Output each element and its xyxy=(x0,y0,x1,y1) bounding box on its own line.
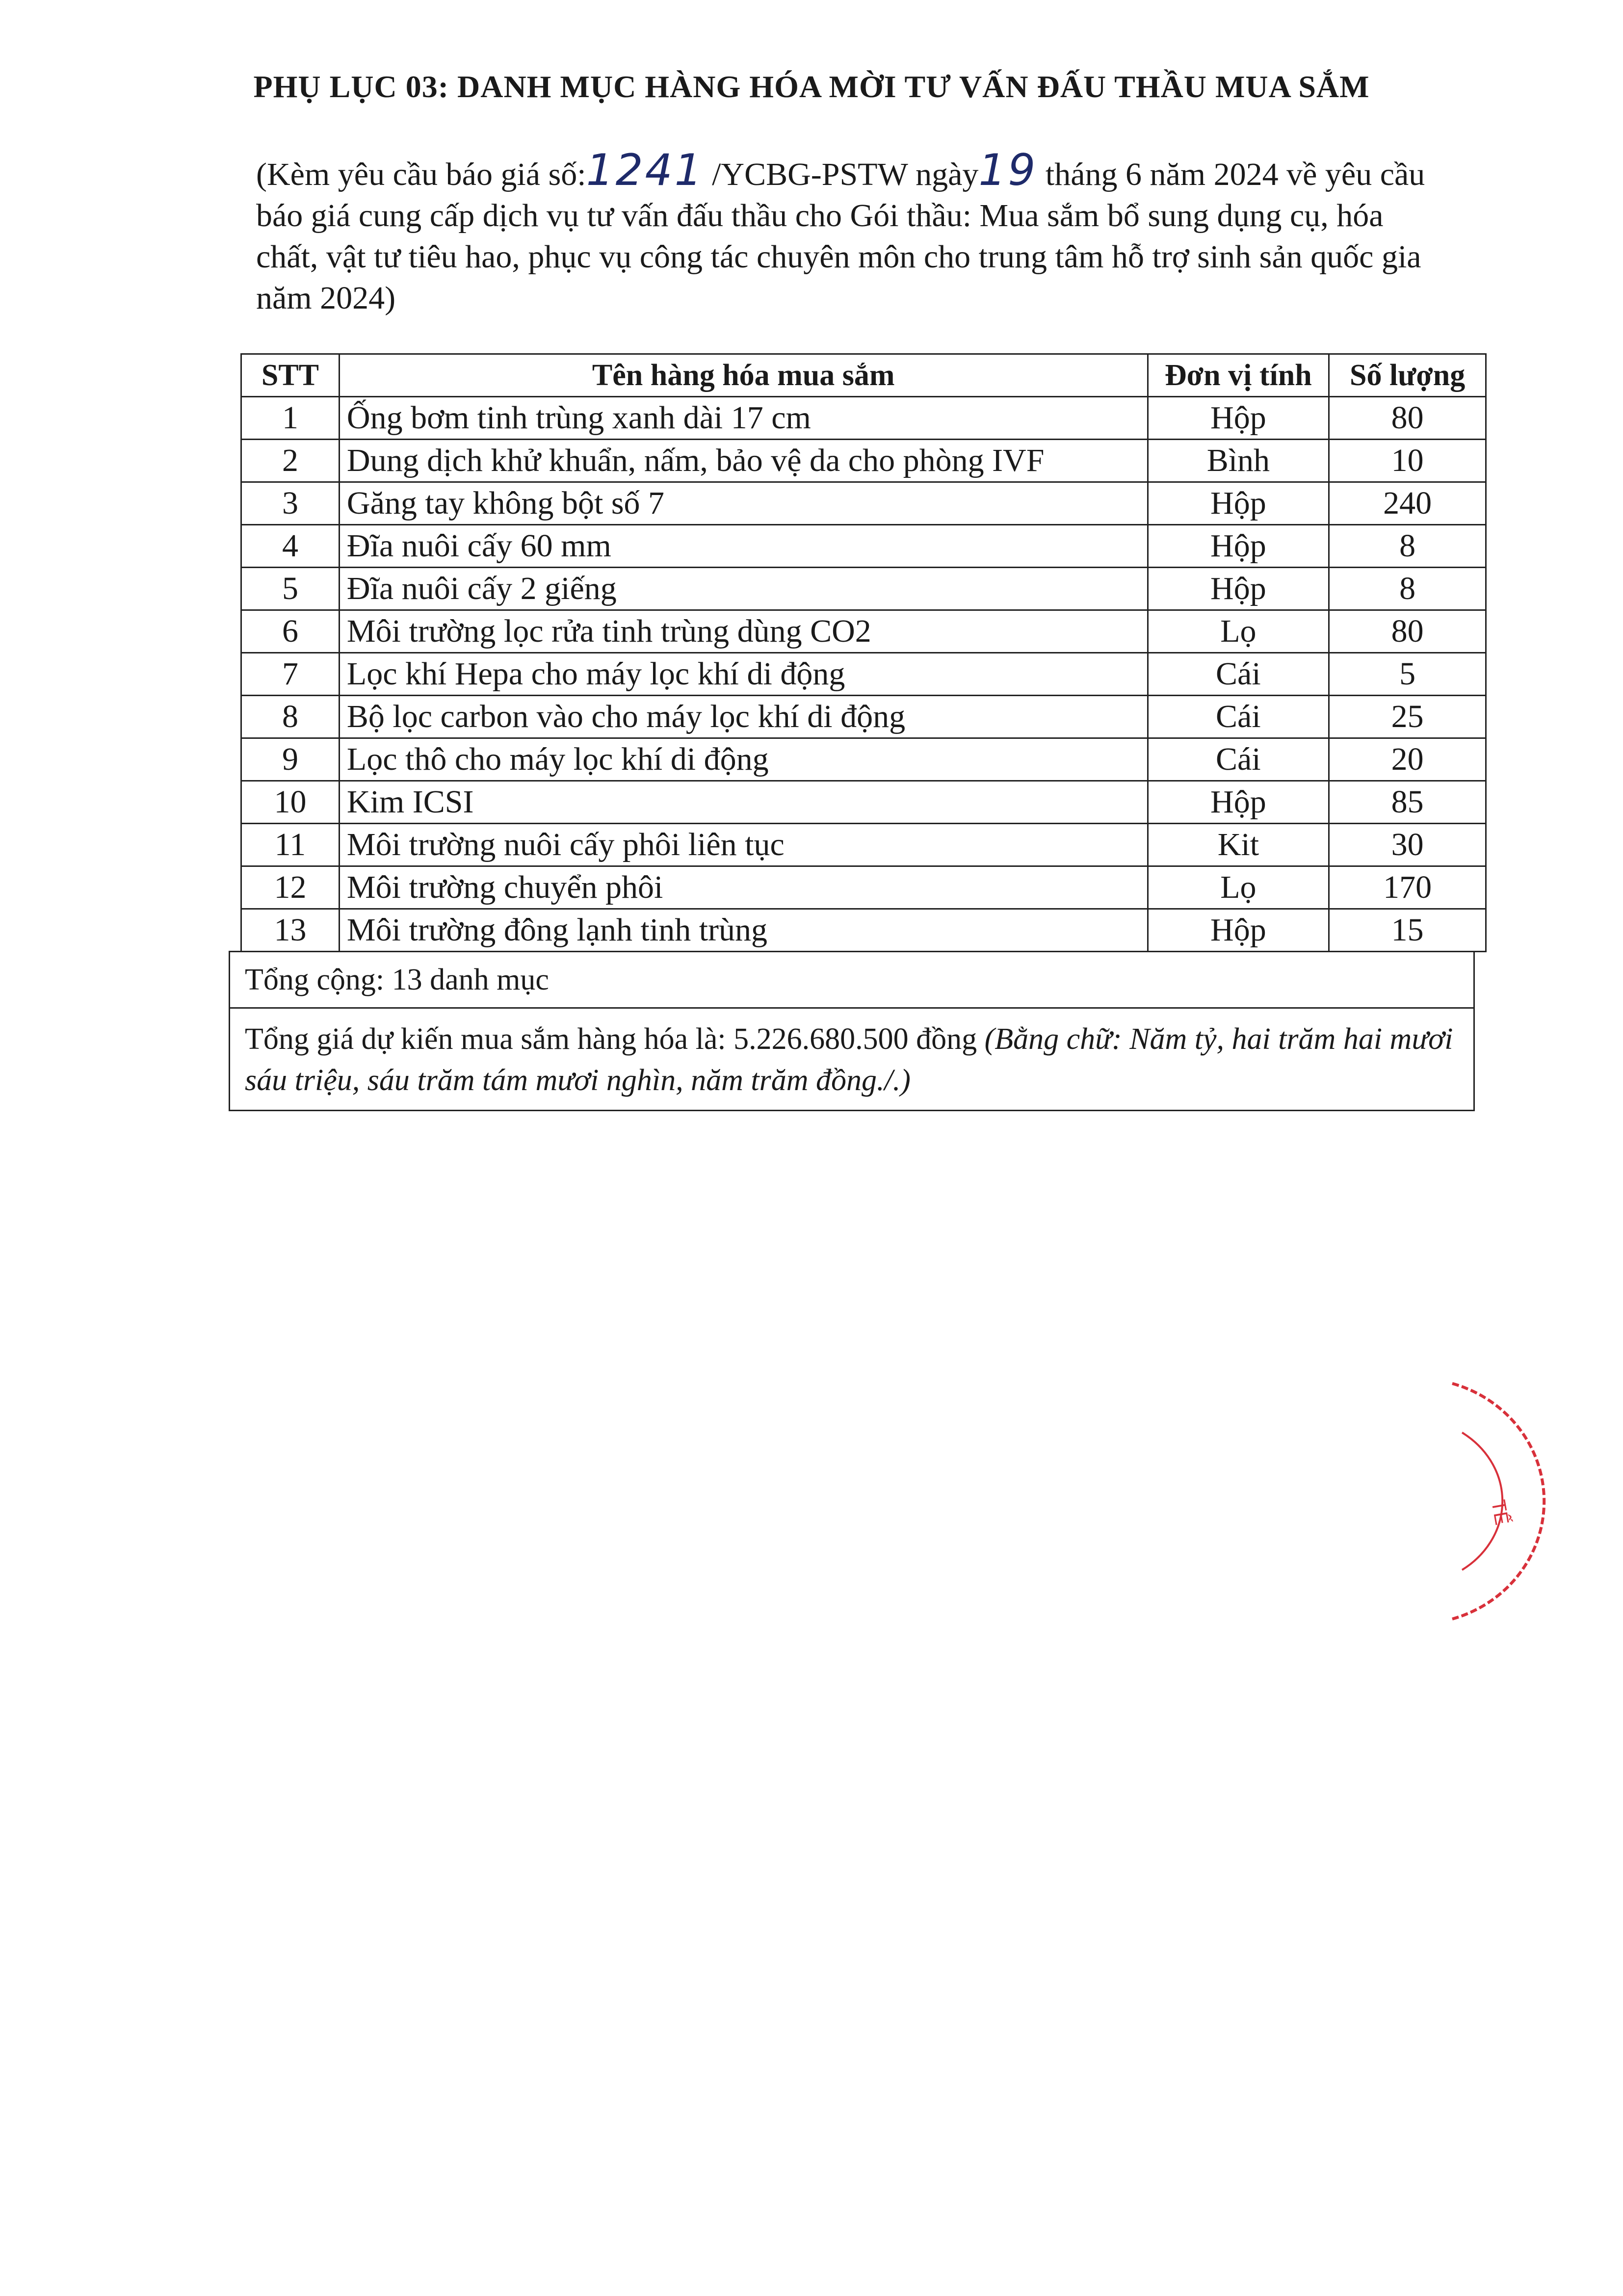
row-name: Găng tay không bột số 7 xyxy=(339,482,1148,525)
row-stt: 4 xyxy=(241,525,340,568)
row-qty: 8 xyxy=(1329,568,1486,610)
row-unit: Kit xyxy=(1148,824,1329,866)
table-row xyxy=(241,440,1486,482)
total-price-label: Tổng giá dự kiến mua sắm hàng hóa là: 5.226.680.500 đồng xyxy=(245,1022,977,1056)
row-stt: 8 xyxy=(241,696,340,738)
row-name: Môi trường chuyển phôi xyxy=(339,866,1148,909)
row-qty: 15 xyxy=(1329,909,1486,952)
row-name: Lọc thô cho máy lọc khí di động xyxy=(339,738,1148,781)
table-row xyxy=(241,909,1486,952)
row-unit: Hộp xyxy=(1148,397,1329,440)
row-stt: 6 xyxy=(241,610,340,653)
row-unit: Hộp xyxy=(1148,781,1329,824)
row-unit: Cái xyxy=(1148,738,1329,781)
row-stt: 2 xyxy=(241,440,340,482)
row-qty: 80 xyxy=(1329,397,1486,440)
row-name: Dung dịch khử khuẩn, nấm, bảo vệ da cho phòng IVF xyxy=(339,440,1148,482)
row-qty: 170 xyxy=(1329,866,1486,909)
row-unit: Cái xyxy=(1148,696,1329,738)
row-unit: Lọ xyxy=(1148,866,1329,909)
total-items: Tổng cộng: 13 danh mục xyxy=(230,952,1473,1009)
table-header-row xyxy=(241,354,1486,397)
table-row xyxy=(241,696,1486,738)
handwritten-doc-number: 1241 xyxy=(586,145,704,195)
row-unit: Lọ xyxy=(1148,610,1329,653)
row-qty: 8 xyxy=(1329,525,1486,568)
row-unit: Hộp xyxy=(1148,482,1329,525)
handwritten-day: 19 xyxy=(978,145,1038,195)
row-name: Môi trường đông lạnh tinh trùng xyxy=(339,909,1148,952)
row-unit: Hộp xyxy=(1148,568,1329,610)
row-qty: 30 xyxy=(1329,824,1486,866)
row-stt: 5 xyxy=(241,568,340,610)
row-unit: Hộp xyxy=(1148,525,1329,568)
row-qty: 25 xyxy=(1329,696,1486,738)
header-qty: Số lượng xyxy=(1329,354,1486,397)
row-unit: Bình xyxy=(1148,440,1329,482)
row-stt: 3 xyxy=(241,482,340,525)
goods-table xyxy=(240,353,1487,952)
row-name: Đĩa nuôi cấy 60 mm xyxy=(339,525,1148,568)
page-title: PHỤ LỤC 03: DANH MỤC HÀNG HÓA MỜI TƯ VẤN ĐẤU THẦU MUA SẮM xyxy=(253,69,1370,104)
stamp-text: TẾ xyxy=(1487,1498,1513,1527)
row-qty: 20 xyxy=(1329,738,1486,781)
table-row xyxy=(241,610,1486,653)
row-stt: 10 xyxy=(241,781,340,824)
table-row xyxy=(241,397,1486,440)
table-row xyxy=(241,781,1486,824)
row-name: Môi trường nuôi cấy phôi liên tục xyxy=(339,824,1148,866)
table-row xyxy=(241,482,1486,525)
row-name: Kim ICSI xyxy=(339,781,1148,824)
row-stt: 7 xyxy=(241,653,340,696)
row-qty: 240 xyxy=(1329,482,1486,525)
row-unit: Hộp xyxy=(1148,909,1329,952)
row-stt: 12 xyxy=(241,866,340,909)
row-qty: 10 xyxy=(1329,440,1486,482)
row-stt: 9 xyxy=(241,738,340,781)
row-stt: 11 xyxy=(241,824,340,866)
row-name: Bộ lọc carbon vào cho máy lọc khí di động xyxy=(339,696,1148,738)
row-name: Môi trường lọc rửa tinh trùng dùng CO2 xyxy=(339,610,1148,653)
intro-prefix: (Kèm yêu cầu báo giá số: xyxy=(256,157,586,192)
row-name: Lọc khí Hepa cho máy lọc khí di động xyxy=(339,653,1148,696)
table-row xyxy=(241,866,1486,909)
table-row xyxy=(241,525,1486,568)
header-name: Tên hàng hóa mua sắm xyxy=(339,354,1148,397)
intro-middle: /YCBG-PSTW ngày xyxy=(712,157,979,192)
summary-box xyxy=(229,951,1475,1111)
intro-paragraph xyxy=(256,145,1443,319)
table-row xyxy=(241,568,1486,610)
total-price-words: (Bằng chữ: Năm tỷ, hai trăm hai mươi sáu triệu, sáu trăm tám mươi nghìn, năm trăm đồng./.) xyxy=(245,1022,1453,1097)
row-qty: 80 xyxy=(1329,610,1486,653)
table-row xyxy=(241,824,1486,866)
row-unit: Cái xyxy=(1148,653,1329,696)
total-price xyxy=(230,1009,1473,1110)
row-stt: 1 xyxy=(241,397,340,440)
row-qty: 85 xyxy=(1329,781,1486,824)
row-name: Đĩa nuôi cấy 2 giếng xyxy=(339,568,1148,610)
intro-suffix: tháng 6 năm 2024 về yêu cầu báo giá cung cấp dịch vụ tư vấn đấu thầu cho Gói thầu: Mua sắm bổ sung dụng cụ, hóa chất, vật tư tiêu hao, phục vụ công tác chuyên môn cho trung tâm hỗ trợ sinh sản quốc gia năm 2024) xyxy=(256,157,1425,316)
header-stt: STT xyxy=(241,354,340,397)
table-row xyxy=(241,653,1486,696)
red-stamp-seal xyxy=(1433,1374,1590,1629)
row-stt: 13 xyxy=(241,909,340,952)
row-name: Ống bơm tinh trùng xanh dài 17 cm xyxy=(339,397,1148,440)
row-qty: 5 xyxy=(1329,653,1486,696)
header-unit: Đơn vị tính xyxy=(1148,354,1329,397)
table-row xyxy=(241,738,1486,781)
